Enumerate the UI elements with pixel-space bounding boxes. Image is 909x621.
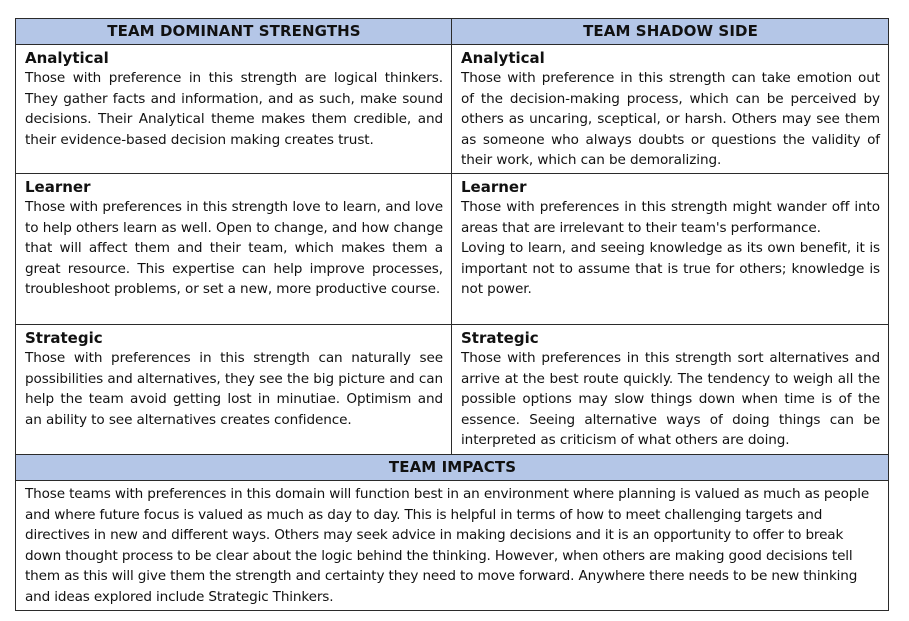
table-row <box>16 45 889 174</box>
strengths-header: TEAM DOMINANT STRENGTHS <box>16 19 452 45</box>
shadow-text-continued: Loving to learn, and seeing knowledge as its own benefit, it is important not to assume that is true for others; knowledge is not power. <box>461 240 880 298</box>
strength-cell-strategic <box>16 325 452 455</box>
strength-title: Strategic <box>25 329 103 347</box>
shadow-cell-analytical <box>452 45 889 174</box>
impacts-row <box>16 481 889 611</box>
shadow-text: Those with preferences in this strength sort alternatives and arrive at the best route quickly. The tendency to weigh all the possible options may slow things down when time is of the essence. Seeing alternative ways of doing things can be interpreted as criticism of what others are doing. <box>461 350 880 449</box>
impacts-header-row <box>16 455 889 481</box>
strengths-table <box>15 18 889 611</box>
strength-text: Those with preferences in this strength love to learn, and love to help others learn as well. Open to change, and how change that will affect them and their team, which makes them a great resource. This expertise can help improve processes, troubleshoot problems, or set a new, more productive course. <box>25 199 443 298</box>
shadow-cell-learner <box>452 174 889 325</box>
team-impacts-header: TEAM IMPACTS <box>16 455 889 481</box>
strength-cell-learner <box>16 174 452 325</box>
table-row <box>16 174 889 325</box>
team-impacts-cell <box>16 481 889 611</box>
shadow-text: Those with preferences in this strength might wander off into areas that are irrelevant to their team's performance. <box>461 199 880 236</box>
shadow-title: Analytical <box>461 49 545 67</box>
header-row <box>16 19 889 45</box>
strength-title: Analytical <box>25 49 109 67</box>
strength-text: Those with preferences in this strength can naturally see possibilities and alternatives, they see the big picture and can help the team avoid getting lost in minutiae. Optimism and an ability to see alternatives creates confidence. <box>25 350 443 428</box>
strength-text: Those with preference in this strength are logical thinkers. They gather facts and information, and as such, make sound decisions. Their Analytical theme makes them credible, and their evidence-based decision making creates trust. <box>25 70 443 148</box>
shadow-cell-strategic <box>452 325 889 455</box>
table-row <box>16 325 889 455</box>
strength-title: Learner <box>25 178 91 196</box>
strength-cell-analytical <box>16 45 452 174</box>
shadow-side-header: TEAM SHADOW SIDE <box>452 19 889 45</box>
team-impacts-text: Those teams with preferences in this domain will function best in an environment where planning is valued as much as people and where future focus is valued as much as day to day. This is helpful in terms of how to meet challenging targets and directives in new and different ways. Others may seek advice in making decisions and it is an opportunity to offer to break down thought process to be clear about the logic behind the thinking. However, when others are making good decisions tell them as this will give them the strength and certainty they need to move forward. Anywhere there needs to be new thinking and ideas explored include Strategic Thinkers. <box>25 486 870 605</box>
shadow-title: Learner <box>461 178 527 196</box>
shadow-text: Those with preference in this strength can take emotion out of the decision-making process, which can be perceived by others as uncaring, sceptical, or harsh. Others may see them as someone who always doubts or questions the validity of their work, which can be demoralizing. <box>461 70 880 169</box>
shadow-title: Strategic <box>461 329 539 347</box>
